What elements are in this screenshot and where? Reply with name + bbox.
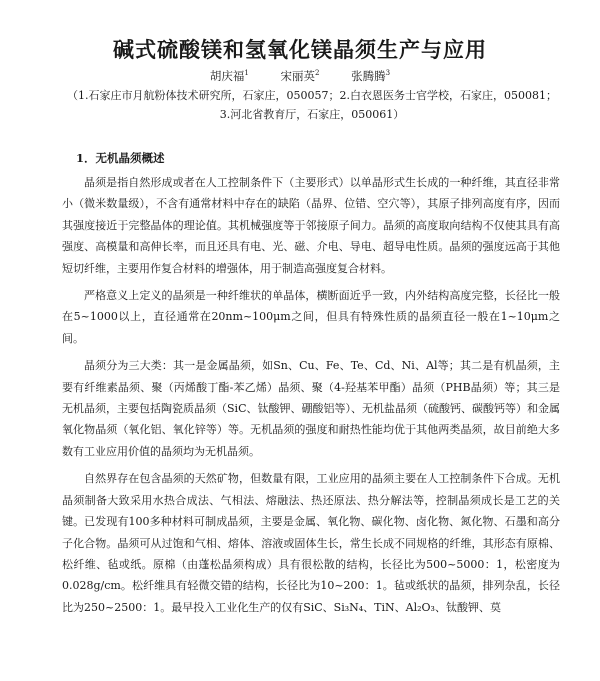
paragraph: 自然界存在包含晶须的天然矿物，但数量有限，工业应用的晶须主要在人工控制条件下合成。无机晶须制备大致采用水热合成法、气相法、熔融法、热还原法、热分解法等，控制晶须成长是工艺的关键。已发现有100多种材料可制成晶须，主要是金属、氧化物、碳化物、卤化物、氮化物、石墨和高分子化合物。晶须可从过饱和气相、熔体、溶液或固体生长，常生长成不同规格的纤维，其形态有原棉、松纤维、毡或纸。原棉（由蓬松晶须构成）具有很松散的结构，长径比为500~5000：1，松密度为0.028g/cm。松纤维具有轻微交错的结构，长径比为10~200：1。毡或纸状的晶须，排列杂乱，长径比为250~2500：1。最早投入工业化生产的仅有SiC、Si₃N₄、TiN、Al₂O₃、钛酸钾、莫 <box>62 472 560 614</box>
author-affil-mark: 1 <box>244 69 249 78</box>
author-name: 宋丽英 <box>280 69 316 83</box>
paragraph: 晶须分为三大类：其一是金属晶须，如Sn、Cu、Fe、Te、Cd、Ni、Al等；其二是有机晶须，主要有纤维素晶须、聚（丙烯酸丁酯-苯乙烯）晶须、聚（4-羟基苯甲酯）晶须（PHB晶须）等；其三是无机晶须，主要包括陶瓷质晶须（SiC、钛酸钾、硼酸铝等）、无机盐晶须（硫酸钙、碳酸钙等）和金属氧化物晶须（氧化铝、氧化锌等）等。无机晶须的强度和耐热性能均优于其他两类晶须，故目前绝大多数有工业应用价值的晶须均为无机晶须。 <box>62 359 560 458</box>
paragraph: 严格意义上定义的晶须是一种纤维状的单晶体，横断面近乎一致，内外结构高度完整，长径比一般在5~1000以上，直径通常在20nm~100μm之间，但具有特殊性质的晶须直径一般在1~10μm之间。 <box>62 289 560 345</box>
affiliations: （1.石家庄市月航粉体技术研究所，石家庄，050057；2.白衣恩医务士官学校，石家庄，050081；3.河北省教育厅，石家庄，050061） <box>67 89 557 121</box>
paragraph: 晶须是指自然形成或者在人工控制条件下（主要形式）以单晶形式生长成的一种纤维，其直径非常小（微米数量级），不含有通常材料中存在的缺陷（晶界、位错、空穴等），其原子排列高度有序，因而其强度接近于完整晶体的理论值。其机械强度等于邻接原子间力。晶须的高度取向结构不仅使其具有高强度、高模量和高伸长率，而且还具有电、光、磁、介电、导电、超导电性质。晶须的强度远高于其他短切纤维，主要用作复合材料的增强体，用于制造高强度复合材料。 <box>62 176 560 275</box>
paper-title: 碱式硫酸镁和氢氧化镁晶须生产与应用 <box>113 38 487 62</box>
author-affil-mark: 2 <box>315 69 320 78</box>
author <box>281 69 320 83</box>
author-name: 胡庆福 <box>209 69 245 83</box>
section-heading: 1．无机晶须概述 <box>76 151 165 165</box>
author <box>210 69 249 83</box>
body-text <box>62 172 560 624</box>
author-list <box>0 68 600 84</box>
author-name: 张腾腾 <box>351 69 386 83</box>
author-affil-mark: 3 <box>385 69 391 78</box>
author <box>351 69 390 83</box>
